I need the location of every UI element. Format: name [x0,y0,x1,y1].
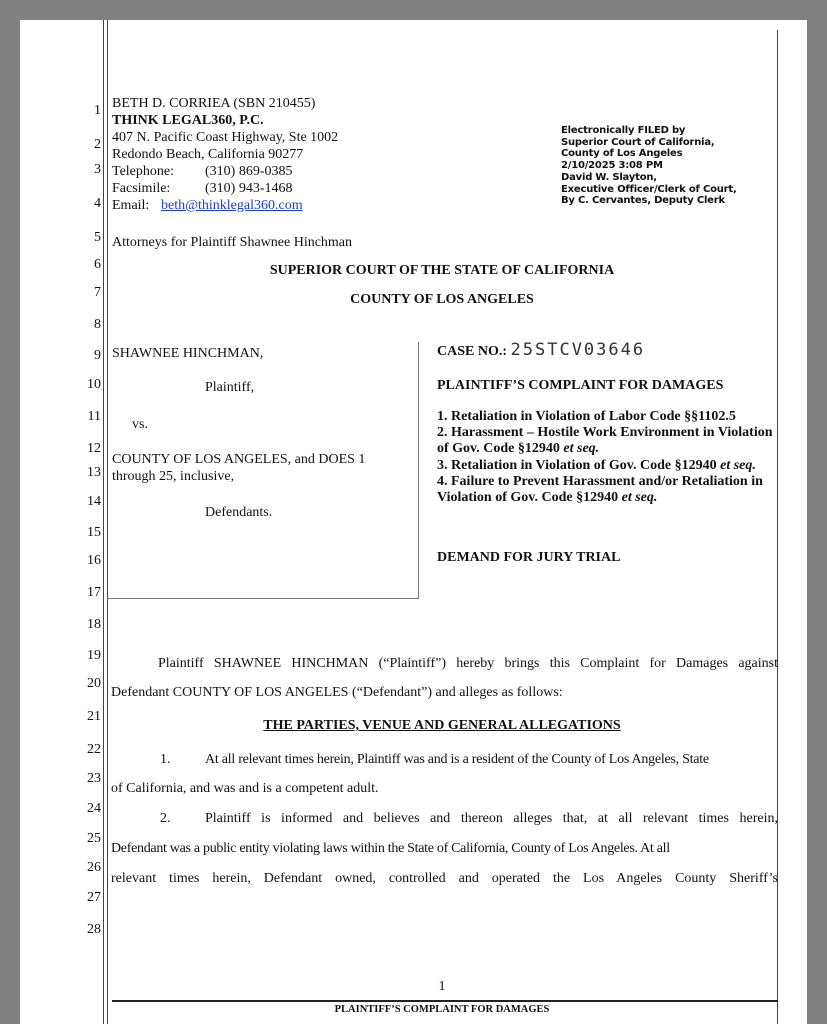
line-number: 5 [94,230,101,245]
line-number: 2 [94,137,101,152]
court-name: SUPERIOR COURT OF THE STATE OF CALIFORNIA [269,263,615,278]
plaintiff-name: SHAWNEE HINCHMAN, [112,346,264,361]
line-number: 27 [87,890,101,905]
email-link[interactable]: beth@thinklegal360.com [161,198,303,213]
paragraph-2-line-2: Defendant was a public entity violating laws within the State of California, County of Los Angeles. At all [111,841,670,856]
document-page [20,20,807,1024]
paragraph-1-line-2: of California, and was and is a competent adult. [111,781,379,796]
email-label: Email: [112,198,150,213]
court-county: COUNTY OF LOS ANGELES [350,292,534,307]
line-number: 26 [87,860,101,875]
filing-stamp-line: David W. Slayton, [561,171,657,183]
line-number: 15 [87,525,101,540]
filing-stamp-line: Electronically FILED by [561,125,686,136]
facsimile-value: (310) 943-1468 [205,181,293,196]
line-number: 18 [87,617,101,632]
versus: vs. [132,417,148,432]
line-number: 1 [94,103,101,118]
cause-of-action: 4. Failure to Prevent Harassment and/or Retaliation in Violation of Gov. Code §12940 et seq. [437,473,763,506]
page-number: 1 [438,979,446,994]
firm-name: THINK LEGAL360, P.C. [112,113,264,128]
document-title: PLAINTIFF’S COMPLAINT FOR DAMAGES [437,378,724,393]
filing-stamp-line: Superior Court of California, [561,136,715,148]
paragraph-2-line-3: relevant times herein, Defendant owned, controlled and operated the Los Angeles County Sheriff’s [111,871,778,886]
line-number: 17 [87,585,101,600]
line-number: 28 [87,922,101,937]
section-heading: THE PARTIES, VENUE AND GENERAL ALLEGATIONS [263,718,621,733]
line-number: 12 [87,441,101,456]
footer-rule [112,1000,778,1002]
filing-stamp-line: County of Los Angeles [561,148,683,160]
line-number: 10 [87,377,101,392]
filing-stamp-line: Executive Officer/Clerk of Court, [561,183,737,195]
intro-line-1: Plaintiff SHAWNEE HINCHMAN (“Plaintiff”) hereby brings this Complaint for Damages against [158,656,778,671]
line-number: 13 [87,465,101,480]
filing-stamp-line: 2/10/2025 3:08 PM [561,160,663,172]
line-number: 24 [87,801,101,816]
defendant-line-2: through 25, inclusive, [112,469,235,484]
facsimile-label: Facsimile: [112,181,171,196]
line-number: 3 [94,162,101,177]
line-number: 11 [87,409,101,424]
line-number: 6 [94,257,101,272]
defendant-line-1: COUNTY OF LOS ANGELES, and DOES 1 [112,452,366,467]
telephone-label: Telephone: [112,164,174,179]
jury-demand: DEMAND FOR JURY TRIAL [437,550,621,565]
line-number: 20 [87,676,101,691]
line-number: 25 [87,831,101,846]
footer-title: PLAINTIFF’S COMPLAINT FOR DAMAGES [334,1004,550,1015]
case-number-value: 25STCV03646 [510,340,646,360]
line-number: 22 [87,742,101,757]
paragraph-1-line-1: At all relevant times herein, Plaintiff was and is a resident of the County of Los Angeles, State [205,752,709,767]
plaintiff-role: Plaintiff, [205,380,255,395]
paragraph-2-line-1: Plaintiff is informed and believes and thereon alleges that, at all relevant times herein, [205,811,778,826]
paragraph-1-number: 1. [160,752,171,767]
causes-of-action [437,409,777,506]
line-number: 23 [87,771,101,786]
left-margin-line-outer [103,20,104,1024]
intro-line-2: Defendant COUNTY OF LOS ANGELES (“Defendant”) and alleges as follows: [111,685,563,700]
line-number: 16 [87,553,101,568]
attorneys-for: Attorneys for Plaintiff Shawnee Hinchman [112,235,353,250]
line-number: 14 [87,494,101,509]
filing-stamp [561,125,737,207]
defendant-role: Defendants. [205,505,273,520]
cause-of-action: 2. Harassment – Hostile Work Environment in Violation of Gov. Code §12940 et seq. [437,425,773,457]
line-number: 8 [94,317,101,332]
line-number: 4 [94,196,101,211]
cause-of-action: 3. Retaliation in Violation of Gov. Code §12940 et seq. [437,457,756,473]
attorney-name: BETH D. CORRIEA (SBN 210455) [112,96,316,111]
filing-stamp-line: By C. Cervantes, Deputy Clerk [561,195,725,207]
case-number-label: CASE NO.: [437,344,508,359]
telephone-value: (310) 869-0385 [205,164,293,179]
line-number: 19 [87,648,101,663]
case-number [437,342,645,360]
line-number: 9 [94,348,101,363]
cause-of-action: 1. Retaliation in Violation of Labor Code §§1102.5 [437,409,736,424]
line-number: 7 [94,285,101,300]
address-line-2: Redondo Beach, California 90277 [112,147,304,162]
line-number: 21 [87,709,101,724]
paragraph-2-number: 2. [160,811,171,826]
address-line-1: 407 N. Pacific Coast Highway, Ste 1002 [112,130,339,145]
